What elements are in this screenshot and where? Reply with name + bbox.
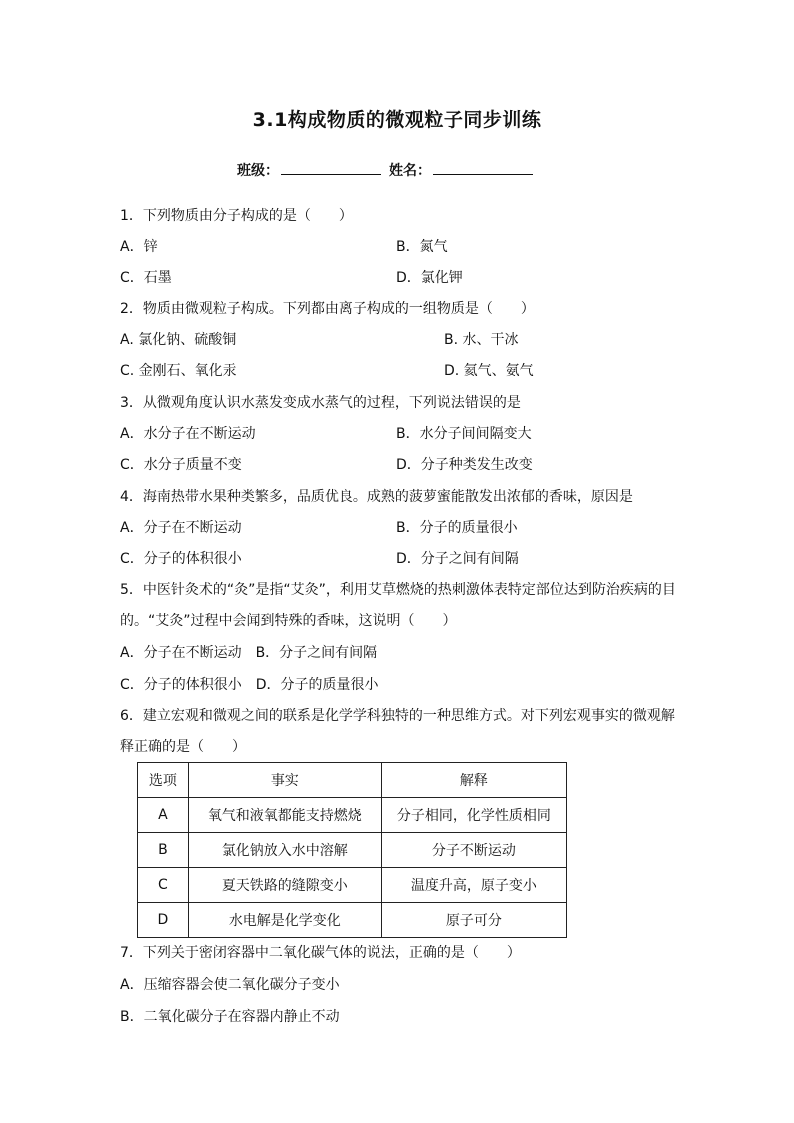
- question-5-stem-line-1: 5．中医针灸术的“灸”是指“艾灸”，利用艾草燃烧的热刺激体表特定部位达到防治疾病的目: [120, 582, 676, 598]
- question-7-option-a: A．压缩容器会使二氧化碳分子变小: [120, 977, 340, 993]
- table-cell: A: [138, 798, 189, 833]
- question-1-option-d: D．氯化钾: [396, 270, 463, 286]
- question-4-option-d: D．分子之间有间隔: [396, 551, 519, 567]
- question-6-stem-line-2: 释正确的是（ ）: [120, 739, 246, 755]
- table-cell: B: [138, 833, 189, 868]
- question-3-stem: 3．从微观角度认识水蒸发变成水蒸气的过程，下列说法错误的是: [120, 395, 521, 411]
- question-5-options-cd: C．分子的体积很小 D．分子的质量很小: [120, 677, 379, 693]
- class-label: 班级：: [237, 163, 279, 179]
- question-3-option-c: C．水分子质量不变: [120, 457, 242, 473]
- name-blank: [433, 160, 533, 175]
- question-7-option-b: B．二氧化碳分子在容器内静止不动: [120, 1009, 340, 1025]
- table-row: [138, 868, 567, 903]
- question-2-option-c: C. 金刚石、氧化汞: [120, 363, 237, 379]
- table-header-cell: 事实: [188, 763, 381, 798]
- question-2-stem: 2．物质由微观粒子构成。下列都由离子构成的一组物质是（ ）: [120, 301, 535, 317]
- question-4-option-c: C．分子的体积很小: [120, 551, 242, 567]
- table-cell: 温度升高，原子变小: [381, 868, 566, 903]
- table-row: [138, 903, 567, 938]
- question-1-option-a: A．锌: [120, 239, 158, 255]
- question-1-stem: 1．下列物质由分子构成的是（ ）: [120, 208, 353, 224]
- question-1-option-c: C．石墨: [120, 270, 172, 286]
- table-cell: 氯化钠放入水中溶解: [188, 833, 381, 868]
- table-header-cell: 选项: [138, 763, 189, 798]
- table-header-cell: 解释: [381, 763, 566, 798]
- question-6-stem-line-1: 6．建立宏观和微观之间的联系是化学学科独特的一种思维方式。对下列宏观事实的微观解: [120, 708, 675, 724]
- question-4-option-b: B．分子的质量很小: [396, 520, 518, 536]
- table-cell: 原子可分: [381, 903, 566, 938]
- table-cell: 分子相同，化学性质相同: [381, 798, 566, 833]
- table-cell: 氧气和液氧都能支持燃烧: [188, 798, 381, 833]
- table-cell: C: [138, 868, 189, 903]
- question-2-option-b: B. 水、干冰: [444, 332, 519, 348]
- question-6-table: [137, 762, 567, 938]
- table-cell: 夏天铁路的缝隙变小: [188, 868, 381, 903]
- table-cell: 水电解是化学变化: [188, 903, 381, 938]
- table-row: [138, 833, 567, 868]
- student-info-line: [237, 160, 541, 180]
- class-blank: [281, 160, 381, 175]
- question-2-option-d: D. 氦气、氨气: [444, 363, 534, 379]
- question-4-option-a: A．分子在不断运动: [120, 520, 242, 536]
- question-1-option-b: B．氮气: [396, 239, 448, 255]
- table-cell: D: [138, 903, 189, 938]
- table-cell: 分子不断运动: [381, 833, 566, 868]
- question-5-options-ab: A．分子在不断运动 B．分子之间有间隔: [120, 645, 378, 661]
- question-3-option-b: B．水分子间间隔变大: [396, 426, 532, 442]
- question-7-stem: 7．下列关于密闭容器中二氧化碳气体的说法，正确的是（ ）: [120, 945, 521, 961]
- question-5-stem-line-2: 的。“艾灸”过程中会闻到特殊的香味，这说明（ ）: [120, 613, 457, 629]
- question-2-option-a: A. 氯化钠、硫酸铜: [120, 332, 237, 348]
- table-row: [138, 798, 567, 833]
- page-title: 3.1构成物质的微观粒子同步训练: [252, 109, 542, 131]
- question-3-option-a: A．水分子在不断运动: [120, 426, 256, 442]
- name-label: 姓名：: [389, 163, 431, 179]
- question-3-option-d: D．分子种类发生改变: [396, 457, 533, 473]
- question-4-stem: 4．海南热带水果种类繁多，品质优良。成熟的菠萝蜜能散发出浓郁的香味，原因是: [120, 489, 633, 505]
- table-header-row: [138, 763, 567, 798]
